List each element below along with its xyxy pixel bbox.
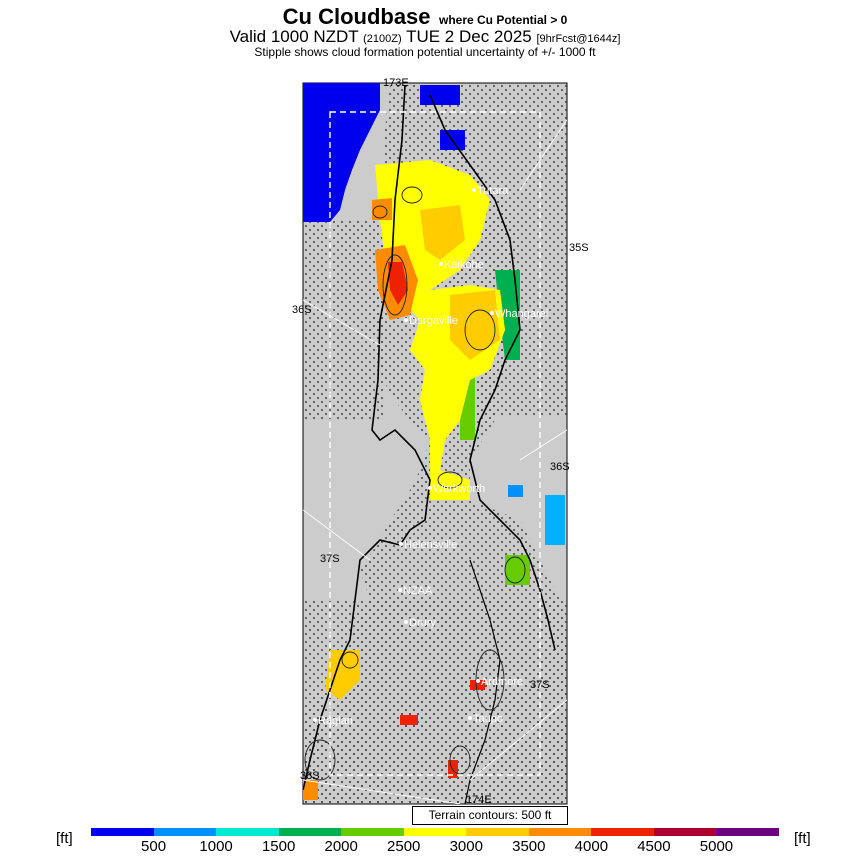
valid-time: Valid 1000 NZDT [229, 27, 359, 46]
terrain-contour-note: Terrain contours: 500 ft [412, 806, 568, 825]
stipple-note: Stipple shows cloud formation potential uncertainty of +/- 1000 ft [254, 45, 596, 59]
colorbar-unit-left: [ft] [56, 830, 73, 847]
colorbar-segment [466, 828, 529, 836]
colorbar-tick-label: 3000 [449, 838, 483, 855]
place-ardmore: Ardmore [481, 676, 524, 688]
place-kaikohe: Kaikohe [444, 259, 484, 271]
place-dargaville: Dargaville [409, 315, 458, 327]
colorbar-unit-right: [ft] [794, 830, 811, 847]
colorbar-segment [404, 828, 467, 836]
valid-date: TUE 2 Dec 2025 [406, 27, 532, 46]
stipple-west [303, 220, 383, 420]
cloudbase-cyan-patch [545, 495, 565, 545]
place-whangarei: Whangarei [495, 308, 549, 320]
forecast-info: [9hrFcst@1644z] [536, 33, 621, 45]
colorbar-tick-label: 1500 [261, 838, 296, 855]
colorbar-tick-label: 3500 [512, 838, 546, 855]
lat-label-35s: 35S [569, 242, 589, 254]
colorbar-segment [716, 828, 779, 836]
lat-label-36s-east: 36S [550, 461, 570, 473]
colorbar-tick-label: 4500 [637, 838, 671, 855]
place-warkworth: Warkworth [433, 483, 486, 495]
colorbar-segment [91, 828, 154, 836]
cloudbase-blue-patch [420, 85, 460, 105]
colorbar-tick-label: 500 [141, 838, 167, 855]
colorbar-segment [154, 828, 217, 836]
place-taupo: Taupo [473, 713, 503, 725]
map-title-condition: where Cu Potential > 0 [438, 13, 568, 27]
colorbar [91, 828, 779, 836]
colorbar-tick-label: 2500 [387, 838, 421, 855]
colorbar-tick-label: 4000 [574, 838, 609, 855]
lon-label-174e: 174E [466, 794, 492, 806]
stipple-south-sea [303, 600, 567, 804]
colorbar-tick-label: 1000 [199, 838, 233, 855]
colorbar-tick-label: 5000 [699, 838, 734, 855]
cloudbase-red-patch [400, 715, 418, 725]
colorbar-segment [591, 828, 654, 836]
place-raglan: Raglan [318, 715, 353, 727]
valid-utc: (2100Z) [363, 33, 402, 45]
lat-label-37s-west: 37S [320, 553, 340, 565]
colorbar-segment [654, 828, 717, 836]
place-helensville: Helensville [404, 539, 458, 551]
cloudbase-cyan-patch [508, 485, 523, 497]
colorbar-segment [216, 828, 279, 836]
lat-label-37s-east: 37S [530, 679, 550, 691]
place-nzaa: NZAA [403, 585, 433, 597]
colorbar-segment [279, 828, 342, 836]
place-drury: Drury [409, 617, 436, 629]
colorbar-tick-label: 2000 [324, 838, 358, 855]
lon-label-173e: 173E [383, 77, 409, 89]
colorbar-segment [341, 828, 404, 836]
lat-label-36s-west: 36S [292, 304, 312, 316]
colorbar-segment [529, 828, 592, 836]
place-tutara: Tutara [477, 185, 509, 197]
map-title: Cu Cloudbase [282, 4, 431, 29]
lat-label-38s: 38S [300, 770, 320, 782]
